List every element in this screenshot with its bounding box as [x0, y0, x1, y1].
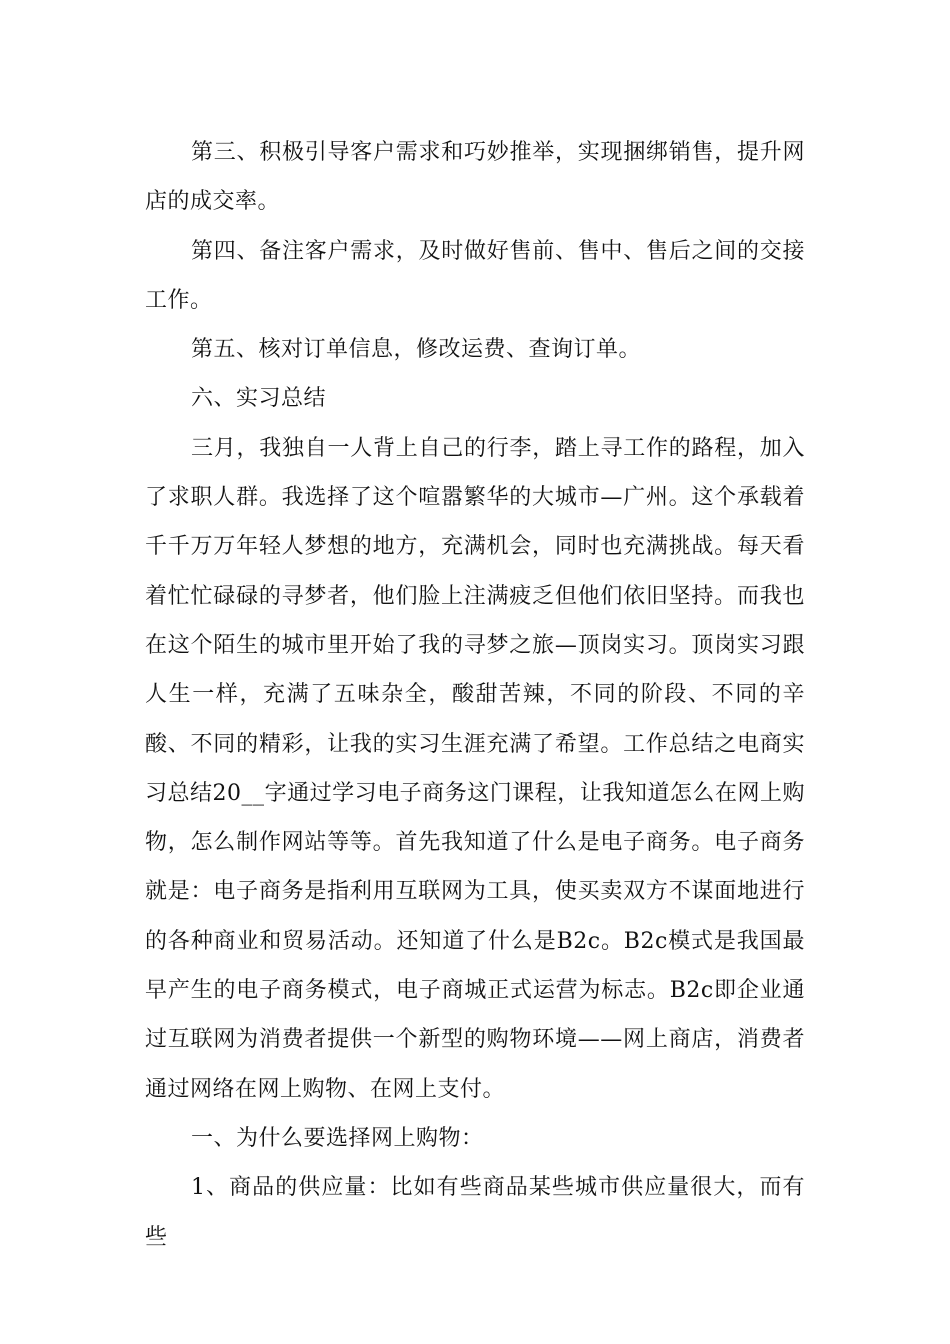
paragraph-item-5: 第五、核对订单信息，修改运费、查询订单。 [191, 337, 642, 363]
paragraph-supply: 1、商品的供应量：比如有些商品某些城市供应量很大，而有些 [145, 1175, 805, 1250]
paragraph-item-4: 第四、备注客户需求，及时做好售前、售中、售后之间的交接工作。 [145, 238, 805, 313]
section-heading-why-online: 一、为什么要选择网上购物： [191, 1125, 484, 1151]
section-heading-summary: 六、实习总结 [191, 386, 327, 412]
paragraph-item-3: 第三、积极引导客户需求和巧妙推举，实现捆绑销售，提升网店的成交率。 [145, 140, 805, 215]
document-body [145, 128, 805, 1262]
paragraph-summary-body: 三月，我独自一人背上自己的行李，踏上寻工作的路程，加入了求职人群。我选择了这个喧嚣繁华的大城市—广州。这个承载着千千万万年轻人梦想的地方，充满机会，同时也充满挑战。每天看着忙忙碌碌的寻梦者，他们脸上注满疲乏但他们依旧坚持。而我也在这个陌生的城市里开始了我的寻梦之旅—顶岗实习。顶岗实习跟人生一样，充满了五味杂全，酸甜苦辣，不同的阶段、不同的辛酸、不同的精彩，让我的实习生涯充满了希望。工作总结之电商实习总结20__字通过学习电子商务这门课程，让我知道怎么在网上购物，怎么制作网站等等。首先我知道了什么是电子商务。电子商务就是：电子商务是指利用互联网为工具，使买卖双方不谋面地进行的各种商业和贸易活动。还知道了什么是B2c。B2c模式是我国最早产生的电子商务模式，电子商城正式运营为标志。B2c即企业通过互联网为消费者提供一个新型的购物环境——网上商店，消费者通过网络在网上购物、在网上支付。 [145, 435, 805, 1102]
